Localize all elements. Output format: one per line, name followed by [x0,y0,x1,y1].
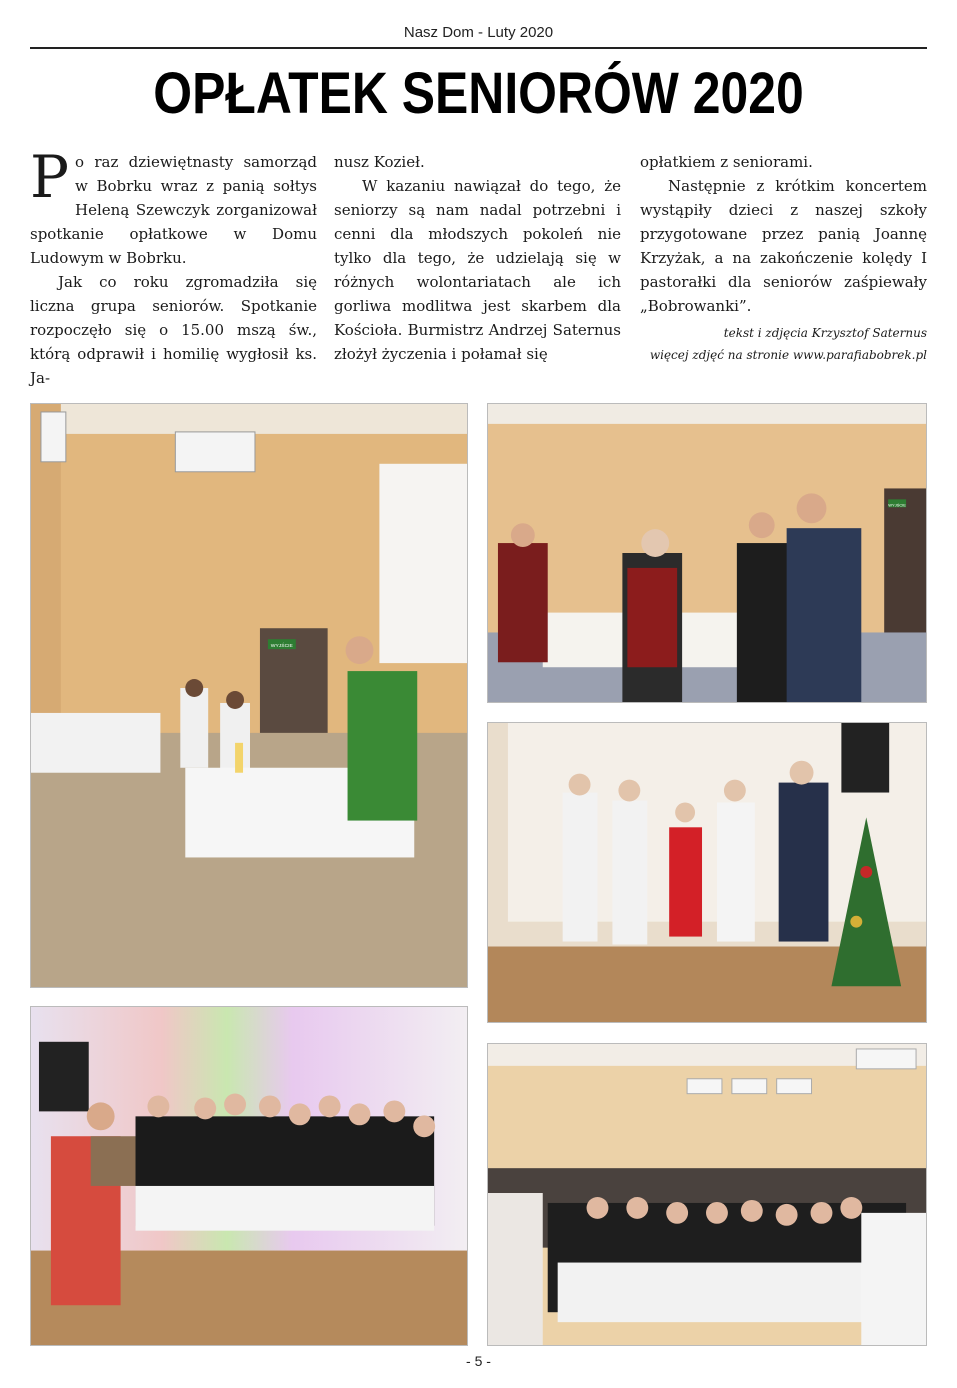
photo-mass [30,403,468,988]
exit-sign: WYJŚCIE [888,502,906,508]
paragraph: W kazaniu nawiązał do tego, że seniorzy są nam nadal potrzebni i cenni dla młodszych pokoleń nie tylko dla tego, że udzielają się w różnych wolontariatach ale ich gorliwa modlitwa jest skarbem dla Kościoła. Burmistrz Andrzej Saternus złożył życzenia i połamał się [334,177,621,363]
website-note: więcej zdjęć na stronie www.parafiabobrek.pl [649,348,927,362]
paragraph: Jak co roku zgromadziła się liczna grupa seniorów. Spotkanie rozpoczęło się o 15.00 mszą św., którą odprawił i homilię wygłosił ks. Ja- [30,273,317,387]
photo-choir [30,1006,468,1346]
text-column-2 [334,150,621,366]
paragraph: nusz Kozieł. [334,153,425,171]
photo-children-concert [487,722,927,1023]
page-number: - 5 - [466,1353,491,1369]
text-column-1 [30,143,317,390]
photo-audience [487,1043,927,1346]
running-head: Nasz Dom - Luty 2020 [403,24,554,41]
drop-cap: P [30,143,70,211]
photo-greeting [487,403,927,703]
paragraph-text: o raz dziewiętnasty samorząd w Bobrku wraz z panią sołtys Heleną Szewczyk zorganizował spotkanie opłatkowe w Domu Ludowym w Bobrku. [30,153,317,267]
text-column-3 [640,150,927,366]
paragraph [30,143,317,270]
paragraph: opłatkiem z seniorami. [640,153,813,171]
article-title: OPŁATEK SENIORÓW 2020 [153,61,804,126]
header-rule [30,47,927,49]
photo-credit: tekst i zdjęcia Krzysztof Saternus [723,326,927,340]
exit-sign: WYJŚCIE [270,643,293,650]
paragraph: Następnie z krótkim koncertem wystąpiły dzieci z naszej szkoły przygotowane przez panią Joannę Krzyżak, a na zakończenie kolędy I pastorałki dla seniorów zaśpiewały „Bobrowanki”. [640,177,927,315]
